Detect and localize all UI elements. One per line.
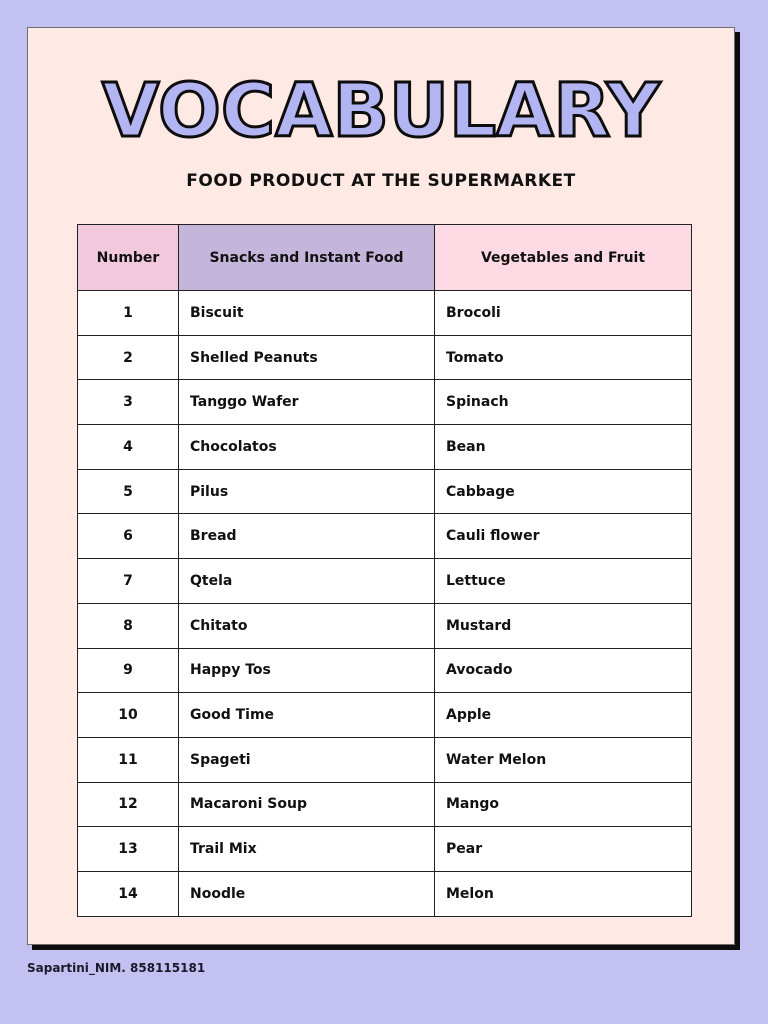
header-number: Number [78,225,179,291]
row-snack: Spageti [179,737,435,782]
row-snack: Qtela [179,559,435,604]
header-snacks: Snacks and Instant Food [179,225,435,291]
table-row [78,603,692,648]
row-number: 14 [78,871,179,916]
row-number: 2 [78,335,179,380]
table-row [78,559,692,604]
table-row [78,827,692,872]
row-vegetable: Cabbage [435,469,692,514]
table-row [78,425,692,470]
table-body [78,291,692,917]
row-number: 1 [78,291,179,336]
row-number: 3 [78,380,179,425]
row-vegetable: Apple [435,693,692,738]
row-vegetable: Mustard [435,603,692,648]
table-row [78,469,692,514]
table-row [78,514,692,559]
header-vegetables: Vegetables and Fruit [435,225,692,291]
row-number: 13 [78,827,179,872]
row-number: 9 [78,648,179,693]
table-row [78,782,692,827]
row-snack: Bread [179,514,435,559]
author-footer: Sapartini_NIM. 858115181 [27,961,206,975]
table-row [78,693,692,738]
worksheet-card [27,27,735,945]
page-subtitle: FOOD PRODUCT AT THE SUPERMARKET [186,171,576,191]
row-snack: Trail Mix [179,827,435,872]
row-snack: Macaroni Soup [179,782,435,827]
row-snack: Biscuit [179,291,435,336]
row-snack: Good Time [179,693,435,738]
table-row [78,380,692,425]
table-header-row [78,225,692,291]
row-number: 6 [78,514,179,559]
row-snack: Tanggo Wafer [179,380,435,425]
page-title: VOCABULARY [102,68,660,154]
row-vegetable: Water Melon [435,737,692,782]
row-vegetable: Melon [435,871,692,916]
row-vegetable: Spinach [435,380,692,425]
row-number: 5 [78,469,179,514]
row-snack: Chitato [179,603,435,648]
row-snack: Noodle [179,871,435,916]
table-row [78,291,692,336]
row-vegetable: Avocado [435,648,692,693]
row-vegetable: Bean [435,425,692,470]
table-row [78,335,692,380]
row-vegetable: Brocoli [435,291,692,336]
table-row [78,871,692,916]
row-vegetable: Cauli flower [435,514,692,559]
row-vegetable: Tomato [435,335,692,380]
row-snack: Pilus [179,469,435,514]
table-row [78,737,692,782]
row-number: 7 [78,559,179,604]
vocabulary-table [77,224,692,917]
row-number: 8 [78,603,179,648]
row-number: 10 [78,693,179,738]
row-vegetable: Lettuce [435,559,692,604]
row-snack: Shelled Peanuts [179,335,435,380]
row-number: 4 [78,425,179,470]
row-snack: Happy Tos [179,648,435,693]
row-vegetable: Pear [435,827,692,872]
row-vegetable: Mango [435,782,692,827]
row-snack: Chocolatos [179,425,435,470]
table-row [78,648,692,693]
row-number: 12 [78,782,179,827]
row-number: 11 [78,737,179,782]
